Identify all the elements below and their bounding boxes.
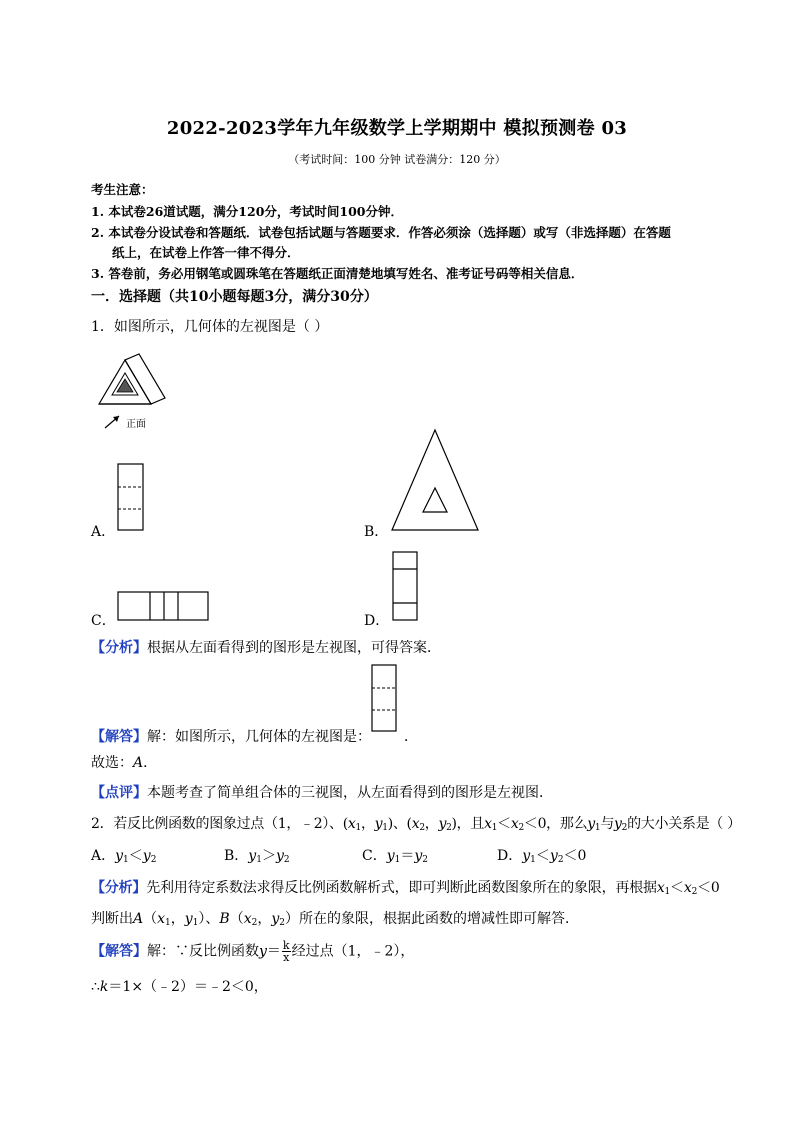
q1-option-a: A．	[91, 524, 116, 540]
answer-period: ．	[404, 729, 418, 745]
q1-option-b: B．	[364, 524, 389, 540]
option-c-figure	[116, 590, 212, 624]
analysis-tag: 【分析】	[91, 640, 147, 656]
section-heading: 一．选择题（共10小题每题3分，满分30分）	[91, 289, 378, 305]
q2-answer-line2: ∴k＝1×（﹣2）＝﹣2＜0，	[91, 979, 268, 995]
notice-item-3: 3. 答卷前，务必用钢笔或圆珠笔在答题纸正面清楚地填写姓名、准考证号码等相关信息．	[91, 266, 584, 281]
review-tag: 【点评】	[91, 785, 147, 801]
q2-option-a: A．$y_1<y_2$	[91, 848, 157, 865]
exam-subtitle: （考试时间：100 分钟 试卷满分：120 分）	[288, 153, 506, 166]
notice-item-2-cont: 纸上，在试卷上作答一律不得分．	[112, 245, 300, 260]
q1-choice: 故选：A．	[91, 755, 158, 771]
option-b-figure	[390, 426, 482, 534]
q1-answer	[91, 726, 371, 746]
q1-analysis	[91, 637, 441, 657]
notice-item-1: 1. 本试卷26道试题，满分120分，考试时间100分钟．	[91, 204, 403, 219]
analysis-text: 根据从左面看得到的图形是左视图，可得答案．	[147, 640, 441, 656]
q1-review	[91, 782, 553, 802]
fraction-k-over-x: $\frac{k}{x}$	[282, 939, 290, 964]
page-title: 2022-2023学年九年级数学上学期期中 模拟预测卷 03	[166, 118, 628, 139]
option-d-figure	[391, 550, 421, 624]
q2-option-c: C．$y_1=y_2$	[362, 848, 429, 865]
q2-option-b: B．$y_1>y_2$	[224, 848, 290, 865]
q2-answer-line1: 【解答】解：∵反比例函数y＝ $\frac{k}{x}$ 经过点（1，﹣2），	[91, 939, 415, 964]
q2-option-d: D．$y_1<y_2<0$	[497, 848, 587, 865]
q2-analysis-line2: 判断出$A(x_1$，$y_1$）、$B(x_2$，$y_2$）所在的象限，根据此函数的增减性即可解答．	[91, 911, 580, 928]
front-view-label: 正面	[126, 419, 146, 430]
answer-figure	[370, 663, 404, 739]
choice-letter: A	[133, 755, 144, 771]
q2-analysis-line1: 【分析】先利用待定系数法求得反比例函数解析式，即可判断此函数图象所在的象限，再根据$x_1<x_2<0$	[91, 880, 720, 897]
q1-option-d: D．	[364, 613, 390, 629]
q2-stem: 2．若反比例函数的图象过点（1，﹣2）、($x_1$，$y_1$)、($x_2$，$y_2$)，且$x_1<x_2<0$，那么$y_1$与$y_2$的大小关系是（ ）	[91, 816, 741, 833]
q1-option-c: C．	[91, 613, 116, 629]
answer-tag: 【解答】	[91, 729, 147, 745]
option-a-figure	[116, 462, 146, 534]
answer-text: 解：如图所示，几何体的左视图是：	[147, 729, 371, 745]
review-text: 本题考查了简单组合体的三视图，从左面看得到的图形是左视图．	[147, 785, 553, 801]
notice-item-2: 2. 本试卷分设试卷和答题纸．试卷包括试题与答题要求．作答必须涂（选择题）或写（非选择题）在答题	[91, 225, 671, 240]
q1-stem: 1．如图所示，几何体的左视图是（ ）	[91, 319, 329, 335]
notice-heading: 考生注意：	[91, 182, 154, 197]
